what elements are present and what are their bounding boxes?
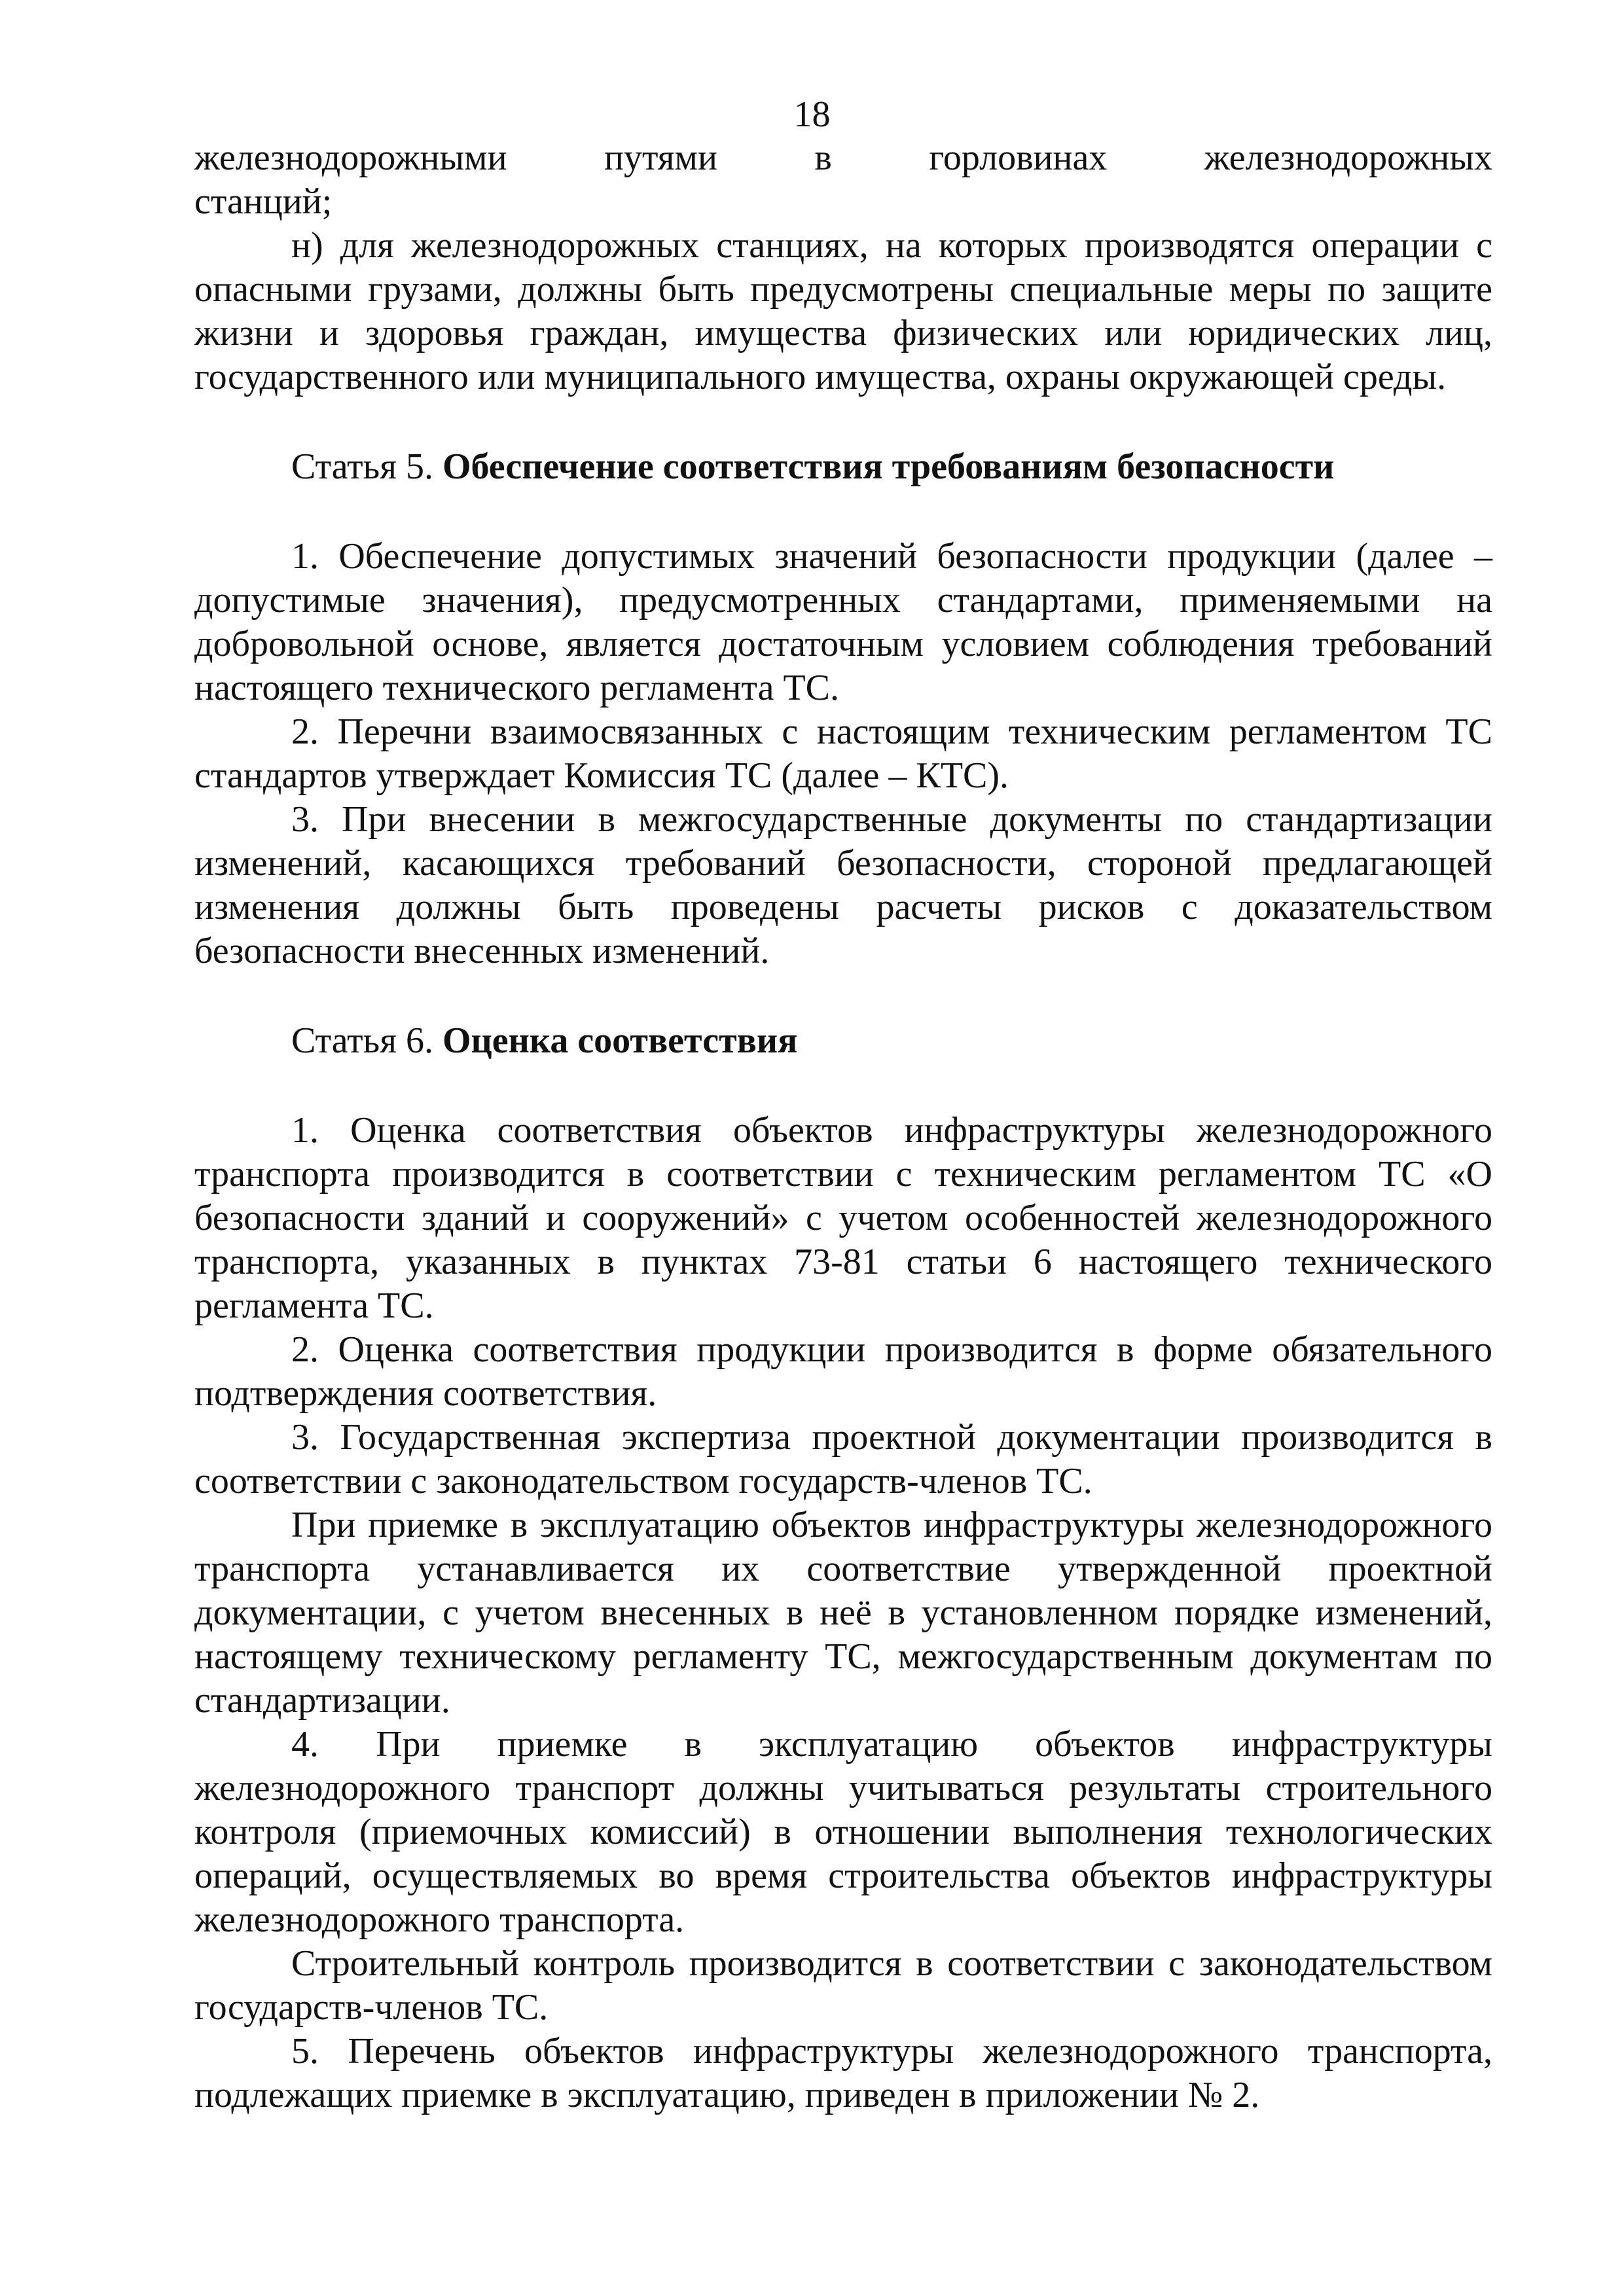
article-5-prefix: Статья 5. <box>291 446 433 487</box>
article-6-item-4: 4. При приемке в эксплуатацию объектов инфраструктуры железнодорожного транспорт должны учитываться результаты строительного контроля (приемочных комиссий) в отношении выполнения технологических операций, осуществляемых во время строительства объектов инфраструктуры железнодорожного транспорта. <box>194 1724 1492 1940</box>
article-5-title: Обеспечение соответствия требованиям безопасности <box>442 446 1335 487</box>
article-5-heading <box>194 445 1492 489</box>
article-6-item-1: 1. Оценка соответствия объектов инфраструктуры железнодорожного транспорта производится в соответствии с техническим регламентом ТС «О безопасности зданий и сооружений» с учетом особенностей железнодорожного транспорта, указанных в пунктах 73-81 статьи 6 настоящего технического регламента ТС. <box>194 1110 1492 1326</box>
article-6-title: Оценка соответствия <box>442 1020 798 1061</box>
article-6-heading <box>194 1019 1492 1063</box>
article-6-item-5: 5. Перечень объектов инфраструктуры железнодорожного транспорта, подлежащих приемке в эксплуатацию, приведен в приложении № 2. <box>194 2031 1492 2115</box>
article-6-item-3: 3. Государственная экспертиза проектной документации производится в соответствии с законодательством государств-членов ТС. <box>194 1417 1492 1501</box>
article-6-item-2: 2. Оценка соответствия продукции производится в форме обязательного подтверждения соответствия. <box>194 1329 1492 1414</box>
paragraph-item-n: н) для железнодорожных станциях, на которых производятся операции с опасными грузами, должны быть предусмотрены специальные меры по защите жизни и здоровья граждан, имущества физических или юридических лиц, государственного или муниципального имущества, охраны окружающей среды. <box>194 225 1492 397</box>
article-5-item-2: 2. Перечни взаимосвязанных с настоящим техническим регламентом ТС стандартов утверждает Комиссия ТС (далее – КТС). <box>194 711 1492 796</box>
paragraph-continuation-end: станций; <box>194 181 333 222</box>
page-number: 18 <box>793 94 831 135</box>
article-5-item-1: 1. Обеспечение допустимых значений безопасности продукции (далее – допустимые значения), предусмотренных стандартами, применяемыми на добровольной основе, является достаточным условием соблюдения требований настоящего технического регламента ТС. <box>194 536 1492 708</box>
paragraph-continuation-line: железнодорожными путями в горловинах железнодорожных <box>194 137 1492 178</box>
article-6-prefix: Статья 6. <box>291 1020 433 1061</box>
document-body <box>194 136 1492 2117</box>
article-6-item-4-continuation: Строительный контроль производится в соответствии с законодательством государств-членов ТС. <box>194 1943 1492 2028</box>
article-6-item-3-continuation: При приемке в эксплуатацию объектов инфраструктуры железнодорожного транспорта устанавливается их соответствие утвержденной проектной документации, с учетом внесенных в неё в установленном порядке изменений, настоящему техническому регламенту ТС, межгосударственным документам по стандартизации. <box>194 1505 1492 1721</box>
article-5-item-3: 3. При внесении в межгосударственные документы по стандартизации изменений, касающихся требований безопасности, стороной предлагающей изменения должны быть проведены расчеты рисков с доказательством безопасности внесенных изменений. <box>194 799 1492 971</box>
